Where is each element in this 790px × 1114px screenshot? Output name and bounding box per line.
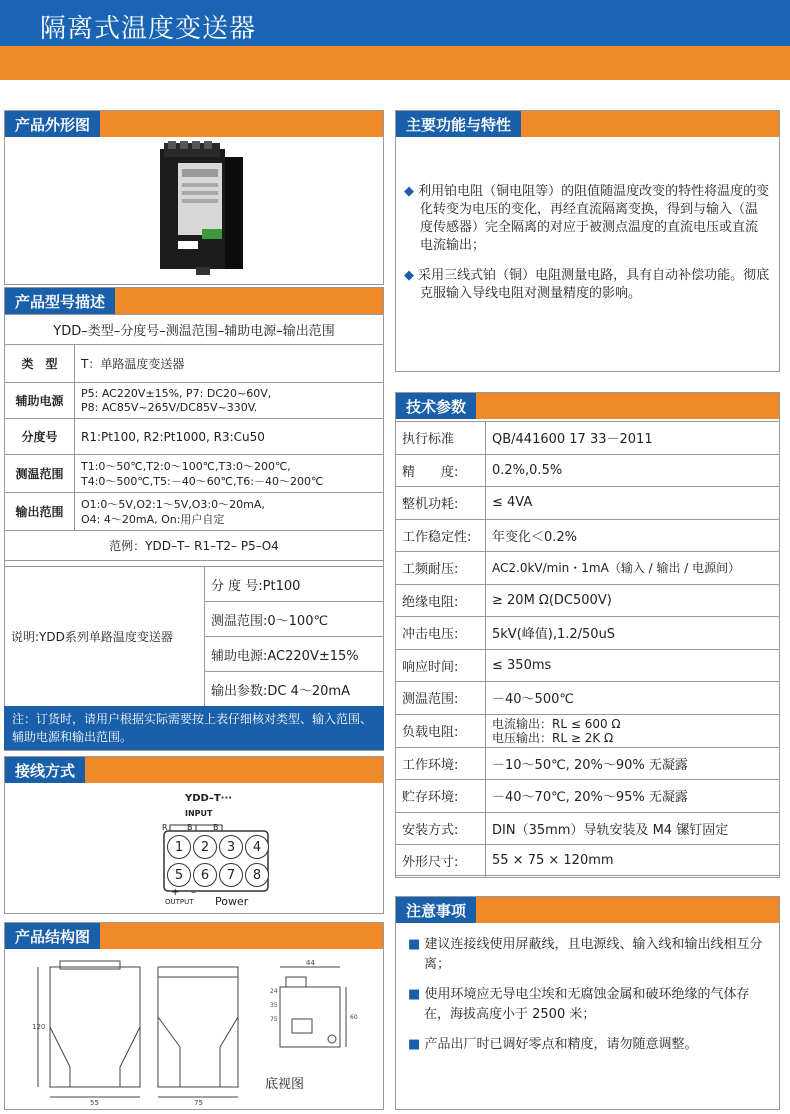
tech-key: 绝缘电阻:: [396, 584, 486, 617]
tech-title: 技术参数: [396, 393, 476, 419]
explain-key: 分 度 号:: [211, 578, 263, 594]
terminal-7: 7: [219, 863, 243, 887]
dim-height: 120: [32, 1023, 46, 1031]
appearance-title: 产品外形图: [5, 111, 100, 137]
diamond-bullet-icon: ◆: [404, 184, 414, 199]
tech-value: ≥ 20M Ω(DC500V): [486, 584, 780, 617]
tech-value: 55 × 75 × 120mm: [486, 845, 780, 878]
explain-value: DC 4～20mA: [267, 683, 350, 699]
dim-bottom-width: 44: [306, 959, 315, 967]
structure-title: 产品结构图: [5, 923, 100, 949]
bottom-view-label: 底视图: [265, 1077, 305, 1092]
model-example: 范例：YDD–T– R1–T2– P5–O4: [5, 531, 384, 561]
dim-depth: 75: [194, 1099, 203, 1107]
terminal-2: 2: [193, 835, 217, 859]
tech-key: 整机功耗:: [396, 487, 486, 520]
feature-item: ◆ 利用铂电阻（铜电阻等）的阻值随温度改变的特性将温度的变化转变为电压的变化，再经直流隔离变换，得到与输入（温度传感器）完全隔离的对应于被测点温度的直流电压或直流电流输出；: [404, 184, 770, 253]
explain-value: AC220V±15%: [267, 648, 359, 664]
wiring-minus: –: [191, 887, 196, 898]
notes-title: 注意事项: [396, 897, 476, 923]
model-row-value: O4: 4～20mA, On:用户自定: [81, 512, 225, 526]
notes-header: [396, 897, 779, 923]
dim-bottom-d: 60: [350, 1014, 358, 1021]
structure-drawing: [30, 957, 370, 1107]
wiring-panel: [4, 756, 384, 914]
dim-width: 55: [90, 1099, 99, 1107]
tech-value: ≤ 350ms: [486, 649, 780, 682]
wiring-r-label: R: [162, 823, 168, 832]
tech-value: ≤ 4VA: [486, 487, 780, 520]
model-row-value: R1:Pt100, R2:Pt1000, R3:Cu50: [75, 419, 384, 455]
model-explain-table: [4, 566, 384, 707]
tech-value: QB/441600 17 33－2011: [486, 422, 780, 455]
dim-bottom-b: 35: [270, 1002, 278, 1009]
tech-key: 测温范围:: [396, 682, 486, 715]
wiring-b1-label: B: [187, 823, 193, 832]
tech-value: 0.2%,0.5%: [486, 454, 780, 487]
model-format: YDD–类型–分度号–测温范围–辅助电源–输出范围: [5, 315, 384, 345]
tech-value: －40～70℃, 20%～95% 无凝露: [486, 780, 780, 813]
tech-key: 冲击电压:: [396, 617, 486, 650]
model-row-key: 辅助电源: [5, 383, 75, 419]
page-title: 隔离式温度变送器: [40, 14, 257, 44]
model-row-value: P8: AC85V~265V/DC85V~330V.: [81, 400, 258, 414]
order-note: 注：订货时，请用户根据实际需要按上表仔细核对类型、输入范围、辅助电源和输出范围。: [4, 706, 384, 750]
explain-key: 输出参数:: [211, 683, 268, 699]
tech-value: AC2.0kV/min・1mA（输入 / 输出 / 电源间）: [486, 552, 780, 585]
model-row-key: 输出范围: [5, 493, 75, 531]
wiring-power-label: Power: [215, 895, 249, 908]
tech-value: －40～500℃: [486, 682, 780, 715]
model-row-value: T4:0～500℃,T5:－40～60℃,T6:－40～200℃: [81, 474, 324, 488]
tech-key: 贮存环境:: [396, 780, 486, 813]
feature-item: ◆ 采用三线式铂（铜）电阻测量电路，具有自动补偿功能。彻底克服输入导线电阻对测量精度的影响。: [404, 268, 770, 301]
terminal-3: 3: [219, 835, 243, 859]
terminal-1: 1: [167, 835, 191, 859]
square-bullet-icon: ■: [408, 937, 421, 952]
notes-panel: [395, 896, 780, 1110]
model-panel: [4, 287, 384, 751]
features-panel: [395, 110, 780, 372]
tech-key: 响应时间:: [396, 649, 486, 682]
product-photo: [150, 141, 250, 283]
explain-value: 0～100℃: [267, 613, 329, 629]
terminal-6: 6: [193, 863, 217, 887]
model-row-key: 分度号: [5, 419, 75, 455]
explain-key: 辅助电源:: [211, 648, 268, 664]
tech-value: 年变化＜0.2%: [486, 519, 780, 552]
notes-list: [408, 935, 770, 1065]
model-row-key: 测温范围: [5, 455, 75, 493]
model-header: [5, 288, 383, 314]
diamond-bullet-icon: ◆: [404, 268, 414, 283]
wiring-title: 接线方式: [5, 757, 85, 783]
note-item: ■ 产品出厂时已调好零点和精度，请勿随意调整。: [408, 1037, 698, 1052]
wiring-input-label: INPUT: [185, 809, 213, 818]
header-bar: [0, 0, 790, 46]
dim-bottom-c: 75: [270, 1016, 278, 1023]
tech-table: [395, 421, 780, 878]
appearance-header: [5, 111, 383, 137]
tech-panel: [395, 392, 780, 876]
terminal-4: 4: [245, 835, 269, 859]
terminal-8: 8: [245, 863, 269, 887]
tech-value: 5kV(峰值),1.2/50uS: [486, 617, 780, 650]
tech-key: 外形尺寸:: [396, 845, 486, 878]
features-title: 主要功能与特性: [396, 111, 521, 137]
structure-panel: [4, 922, 384, 1110]
model-row-value: T：单路温度变送器: [75, 345, 384, 383]
features-header: [396, 111, 779, 137]
tech-key: 执行标准: [396, 422, 486, 455]
square-bullet-icon: ■: [408, 1037, 421, 1052]
square-bullet-icon: ■: [408, 987, 421, 1002]
wiring-output-label: OUTPUT: [165, 898, 194, 906]
tech-value: DIN（35mm）导轨安装及 M4 镙钉固定: [486, 812, 780, 845]
features-list: [404, 183, 770, 315]
tech-value: 电压输出：RL ≥ 2K Ω: [492, 730, 614, 745]
wiring-plus: +: [171, 887, 180, 898]
wiring-model: YDD–T···: [185, 793, 233, 804]
header-orange-band: [0, 46, 790, 80]
tech-key: 工频耐压:: [396, 552, 486, 585]
tech-value: 电流输出：RL ≤ 600 Ω: [492, 716, 621, 731]
model-row-value: O1:0～5V,O2:1～5V,O3:0～20mA,: [81, 497, 265, 511]
note-item: ■ 使用环境应无导电尘埃和无腐蚀金属和破环绝缘的气体存在，海拔高度小于 2500 米；: [408, 987, 750, 1022]
structure-header: [5, 923, 383, 949]
terminal-5: 5: [167, 863, 191, 887]
tech-key: 负载电阻:: [396, 714, 486, 747]
explain-key: 测温范围:: [211, 613, 268, 629]
model-row-key: 类 型: [5, 345, 75, 383]
tech-key: 安装方式:: [396, 812, 486, 845]
model-row-value: P5: AC220V±15%, P7: DC20~60V,: [81, 386, 272, 400]
dim-bottom-a: 24: [270, 988, 278, 995]
model-table: [4, 314, 384, 561]
model-title: 产品型号描述: [5, 288, 115, 314]
model-explain-label: 说明:YDD系列单路温度变送器: [5, 567, 205, 707]
note-item: ■ 建议连接线使用屏蔽线，且电源线、输入线和输出线相互分离；: [408, 937, 763, 972]
wiring-b2-label: B: [213, 823, 219, 832]
tech-key: 精 度:: [396, 454, 486, 487]
model-row-value: T1:0～50℃,T2:0～100℃,T3:0～200℃,: [81, 459, 291, 473]
wiring-header: [5, 757, 383, 783]
appearance-panel: [4, 110, 384, 285]
tech-key: 工作环境:: [396, 747, 486, 780]
tech-key: 工作稳定性:: [396, 519, 486, 552]
tech-header: [396, 393, 779, 419]
tech-value: －10～50℃, 20%～90% 无凝露: [486, 747, 780, 780]
explain-value: Pt100: [262, 578, 301, 594]
